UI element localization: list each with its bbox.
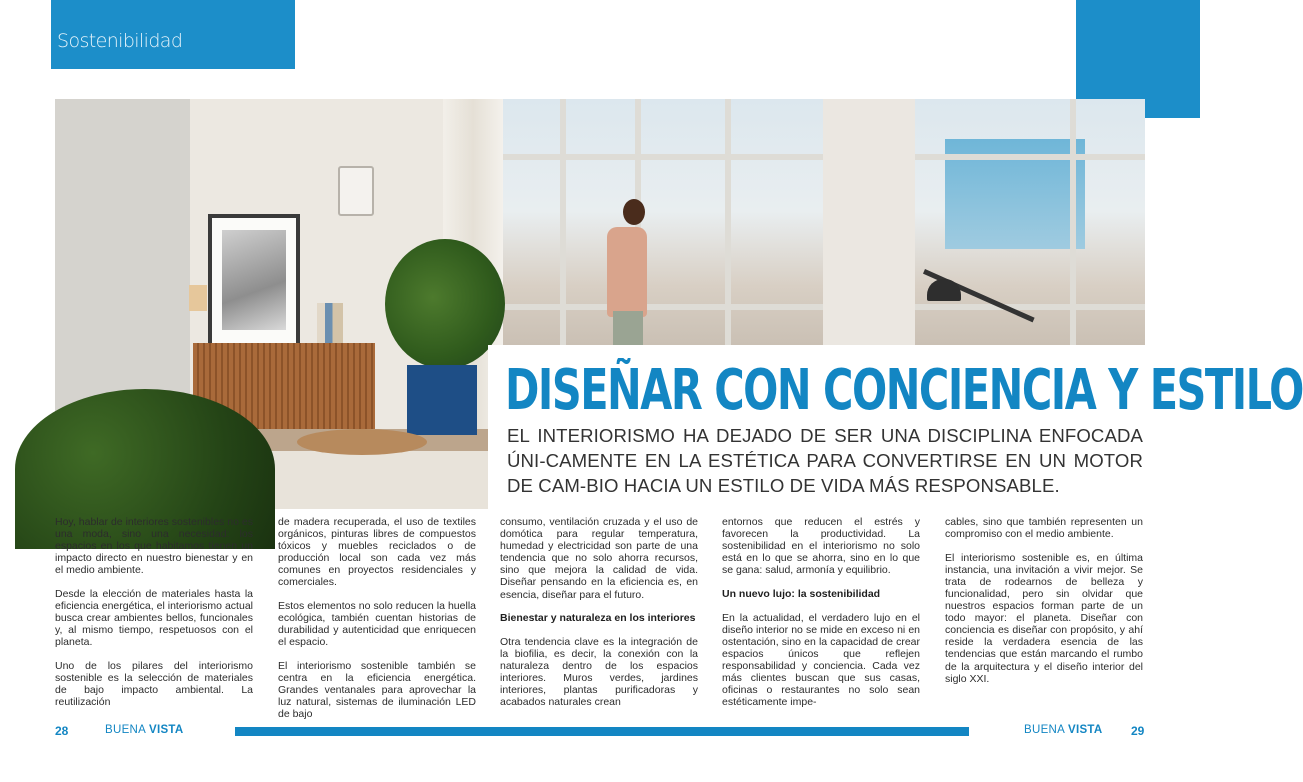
section-tab [51,0,295,69]
paragraph: En la actualidad, el verdadero lujo en el diseño interior no se mide en exceso ni en ostentación, sino en la capacidad de crear espacios únicos que reflejen responsabilidad y conciencia. Cada vez más clientes buscan que sus casas, oficinas o restaurantes no solo sean estéticamente impe- [722,611,920,709]
paragraph: consumo, ventilación cruzada y el uso de domótica para regular temperatura, humedad y electricidad son parte de una tendencia que no solo ahorra recursos, sino que mejora la calidad de vida. Diseñar pensando en la eficiencia es, en esencia, diseñar para el futuro. [500,516,698,601]
section-heading: Bienestar y naturaleza en los interiores [500,612,696,625]
paragraph: de madera recuperada, el uso de textiles orgánicos, pinturas libres de compuestos tóxicos y muebles reciclados o de producción local son cada vez más comunes en proyectos residenciales y comerciales. [278,516,476,589]
paragraph: Desde la elección de materiales hasta la eficiencia energética, el interiorismo actual busca crear ambientes bellos, funcionales y, al mismo tiempo, respetuosos con el planeta. [55,587,253,649]
brand-first: BUENA [1024,724,1065,736]
paragraph: Hoy, hablar de interiores sostenibles no es una moda, sino una necesidad: los espacios en los que habitamos tienen un impacto directo en nuestro bienestar y en el medio ambiente. [55,516,253,577]
text-column-2 [278,516,476,732]
page-number-left: 28 [55,724,69,738]
paragraph: Uno de los pilares del interiorismo sostenible es la selección de materiales de bajo impacto ambiental. La reutilización [55,659,253,709]
paragraph: El interiorismo sostenible también se centra en la eficiencia energética. Grandes ventanales para aprovechar la luz natural, sistemas de iluminación LED de bajo [278,659,476,721]
footer-rule [235,727,969,736]
section-heading: Un nuevo lujo: la sostenibilidad [722,587,881,600]
brand-second: VISTA [149,724,184,736]
article-title: DISEÑAR CON CONCIENCIA Y ESTILO [505,358,1303,423]
section-label: Sostenibilidad [57,30,183,52]
article-body [0,516,1200,721]
text-column-3 [500,516,698,720]
page-number-right: 29 [1131,724,1145,738]
paragraph: Otra tendencia clave es la integración de la biofilia, es decir, la conexión con la naturaleza dentro de los espacios interiores. Muros verdes, jardines interiores, plantas purificadoras y acabados naturales crean [500,635,698,709]
page-footer [0,724,1200,740]
text-column-4 [722,516,920,720]
brand-first: BUENA [105,724,146,736]
paragraph: entornos que reducen el estrés y favorecen la productividad. La sostenibilidad en el interiorismo no solo está en lo que se ahorra, sino en lo que se gana: salud, armonía y equilibrio. [722,516,920,577]
paragraph: El interiorismo sostenible es, en última instancia, una invitación a vivir mejor. Se trata de rodearnos de belleza y funcionalidad, pero sin olvidar que nuestros espacios forman parte de un todo mayor: el planeta. Diseñar con conciencia es diseñar con propósito, y ahí reside la verdadera esencia de las tendencias que están marcando el rumbo de la arquitectura y el diseño interior del siglo XXI. [945,551,1143,685]
paragraph: Estos elementos no solo reducen la huella ecológica, también cuentan historias de durabilidad y autenticidad que enriquecen el espacio. [278,600,476,649]
brand-right [1024,724,1103,736]
paragraph: cables, sino que también representen un compromiso con el medio ambiente. [945,516,1143,541]
brand-second: VISTA [1068,724,1103,736]
text-column-5 [945,516,1143,696]
article-lead: EL INTERIORISMO HA DEJADO DE SER UNA DISCIPLINA ENFOCADA ÚNI-CAMENTE EN LA ESTÉTICA PARA CONVERTIRSE EN UN MOTOR DE CAM-BIO HACIA UN ESTILO DE VIDA MÁS RESPONSABLE. [507,425,1143,496]
text-column-1 [55,516,253,720]
brand-left [105,724,184,736]
